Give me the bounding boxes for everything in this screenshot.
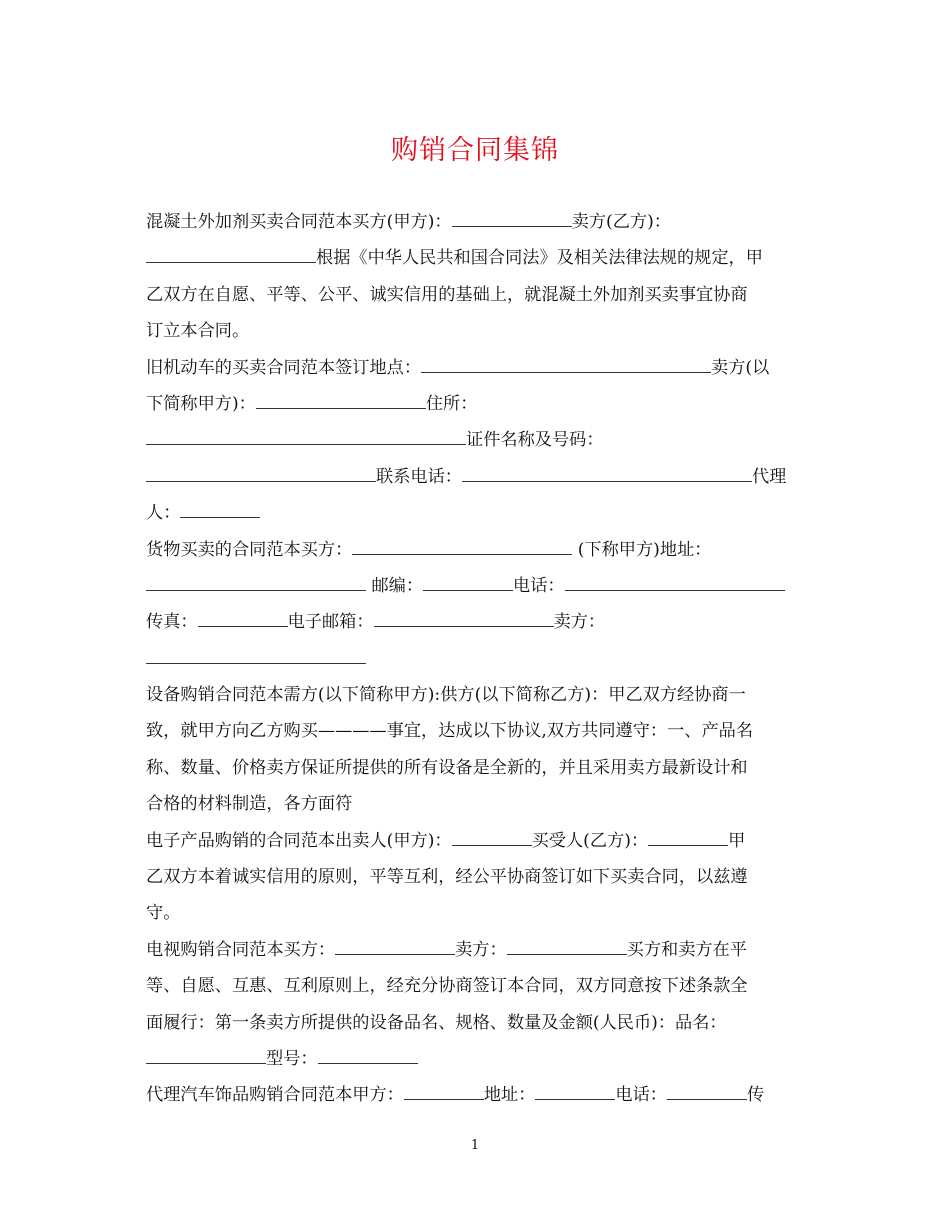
blank-field [452,206,572,227]
page-number: 1 [470,1138,480,1153]
blank-field [198,606,288,627]
text-line: 旧机动车的买卖合同范本签订地点： 卖方(以 [146,350,806,386]
text-line: 设备购销合同范本需方(以下简称甲方):供方(以下简称乙方)：甲乙双方经协商一 [146,685,746,706]
text-line: 下简称甲方)： 住所： [146,386,806,422]
text-line: 乙双方在自愿、平等、公平、诚实信用的基础上，就混凝土外加剂买卖事宜协商 [146,284,748,305]
blank-field [423,570,513,591]
blank-field [180,497,260,518]
text-line: 合格的材料制造，各方面符 [146,794,353,815]
text-line: 代理汽车饰品购销合同范本甲方： 地址： 电话： 传 [146,1077,806,1113]
blank-field [462,461,752,482]
blank-field [352,534,572,555]
blank-field [146,461,376,482]
text-line: 称、数量、价格卖方保证所提供的所有设备是全新的，并且采用卖方最新设计和 [146,757,748,778]
text-line: 乙双方本着诚实信用的原则，平等互利，经公平协商签订如下买卖合同，以兹遵 [146,867,748,888]
blank-field [667,1079,747,1100]
blank-field [146,242,316,263]
blank-field [565,570,785,591]
blank-field [256,388,426,409]
blank-field [507,934,627,955]
blank-field [374,606,554,627]
text-line: 根据《中华人民共和国合同法》及相关法律法规的规定，甲 [146,240,806,276]
text-line [146,641,806,677]
text-line: 邮编： 电话： [146,568,806,604]
text-line: 订立本合同。 [146,321,250,342]
text-line: 电视购销合同范本买方： 卖方： 买方和卖方在平 [146,932,806,968]
blank-field [146,424,466,445]
text-line: 证件名称及号码： [146,422,806,458]
text-line: 电子产品购销的合同范本出卖人(甲方)： 买受人(乙方)： 甲 [146,823,806,859]
blank-field [146,570,366,591]
blank-field [535,1079,615,1100]
text-line: 守。 [146,903,181,924]
blank-field [335,934,455,955]
blank-field [146,1043,266,1064]
page-title: 购销合同集锦 [391,135,559,166]
document-body [146,204,806,1114]
blank-field [648,825,728,846]
text-line: 致，就甲方向乙方购买————事宜，达成以下协议,双方共同遵守：一、产品名 [146,721,754,742]
blank-field [146,643,366,664]
blank-field [404,1079,484,1100]
text-line: 混凝土外加剂买卖合同范本买方(甲方)： 卖方(乙方)： [146,204,806,240]
text-line: 面履行：第一条卖方所提供的设备品名、规格、数量及金额(人民币)：品名： [146,1012,727,1033]
text-line: 人： [146,495,806,531]
blank-field [452,825,532,846]
text-line: 等、自愿、互惠、互利原则上，经充分协商签订本合同，双方同意按下述条款全 [146,976,748,997]
blank-field [421,352,711,373]
blank-field [318,1043,418,1064]
text-line: 传真： 电子邮箱： 卖方： [146,604,806,640]
text-line: 货物买卖的合同范本买方： (下称甲方)地址： [146,532,806,568]
text-line: 联系电话： 代理 [146,459,806,495]
text-line: 型号： [146,1041,806,1077]
